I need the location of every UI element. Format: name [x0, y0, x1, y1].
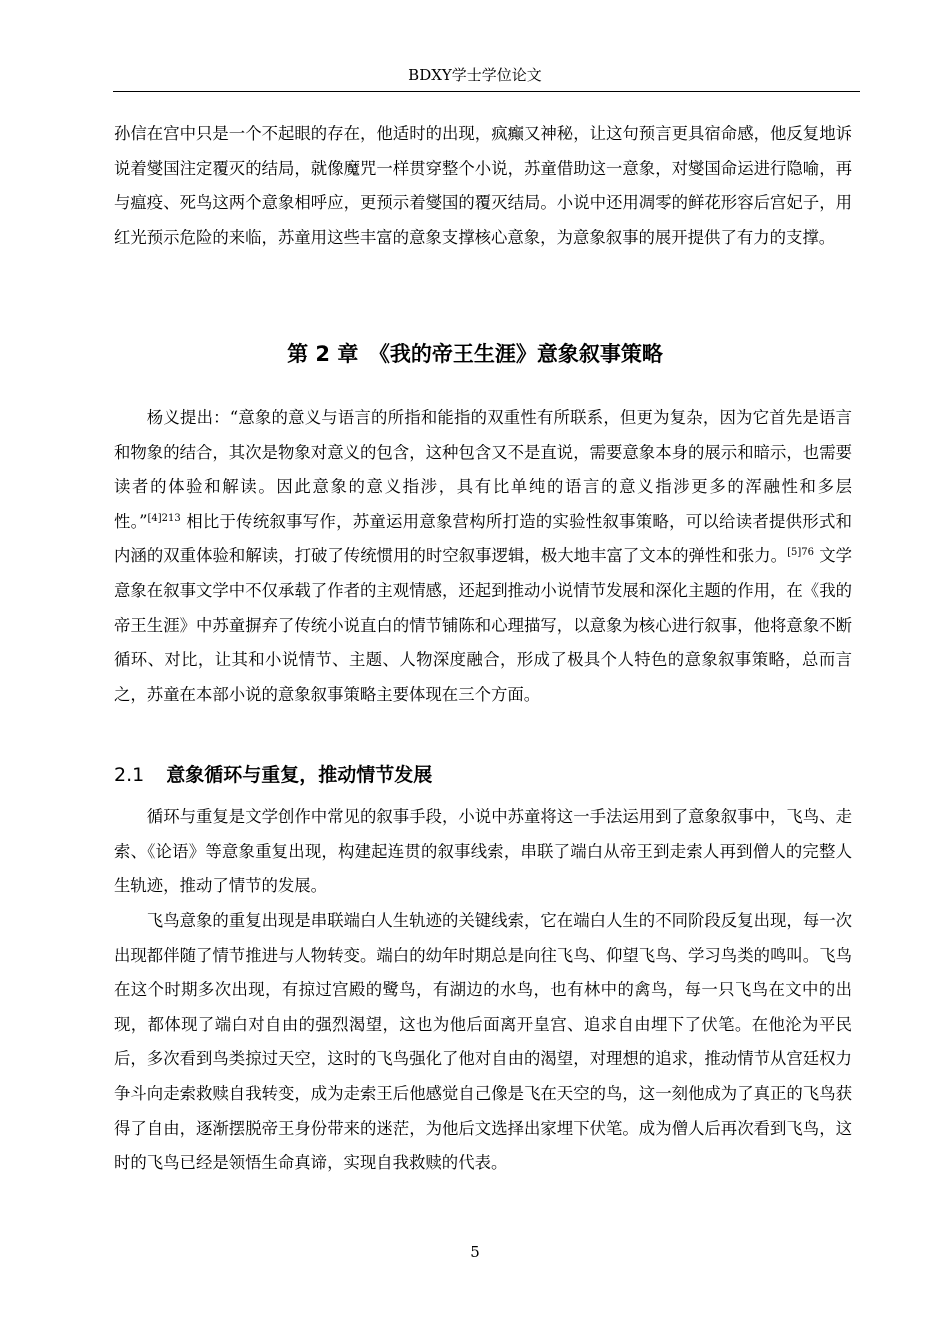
section-number: 2.1: [114, 764, 145, 786]
paragraph-continuation: 孙信在宫中只是一个不起眼的存在，他适时的出现，疯癫又神秘，让这句预言更具宿命感，他反复地诉说着燮国注定覆灭的结局，就像魔咒一样贯穿整个小说，苏童借助这一意象，对燮国命运进行隐喻，再与瘟疫、死鸟这两个意象相呼应，更预示着燮国的覆灭结局。小说中还用凋零的鲜花形容后宫妃子，用红光预示危险的来临，苏童用这些丰富的意象支撑核心意象，为意象叙事的展开提供了有力的支撑。: [114, 124, 852, 247]
citation-ref-1: [4]213: [147, 512, 181, 524]
intro-text-b: 相比于传统叙事写作，苏童运用意象营构所打造的实验性叙事策略，可以给读者提供形式和内涵的双重体验和解读，打破了传统惯用的时空叙事逻辑，极大地丰富了文本的弹性和张力。: [114, 511, 852, 566]
running-header: BDXY学士学位论文: [408, 66, 542, 84]
section-title: 意象循环与重复，推动情节发展: [166, 764, 433, 786]
citation-ref-2: [5]76: [787, 547, 814, 559]
page-number: 5: [470, 1243, 480, 1261]
paragraph-chapter-intro: [114, 401, 852, 712]
intro-text-a: 杨义提出：“意象的意义与语言的所指和能指的双重性有所联系，但更为复杂，因为它首先是语言和物象的结合，其次是物象对意义的包含，这种包含又不是直说，需要意象本身的展示和暗示，也需要读者的体验和解读。因此意象的意义指涉，具有比单纯的语言的意义指涉更多的浑融性和多层性。”: [114, 408, 852, 531]
section-heading: [114, 758, 432, 792]
paragraph-bird-imagery: 飞鸟意象的重复出现是串联端白人生轨迹的关键线索，它在端白人生的不同阶段反复出现，每一次出现都伴随了情节推进与人物转变。端白的幼年时期总是向往飞鸟、仰望飞鸟、学习鸟类的鸣叫。飞鸟在这个时期多次出现，有掠过宫殿的鹭鸟，有湖边的水鸟，也有林中的禽鸟，每一只飞鸟在文中的出现，都体现了端白对自由的强烈渴望，这也为他后面离开皇宫、追求自由埋下了伏笔。在他沦为平民后，多次看到鸟类掠过天空，这时的飞鸟强化了他对自由的渴望，对理想的追求，推动情节从宫廷权力争斗向走索救赎自我转变，成为走索王后他感觉自己像是飞在天空的鸟，这一刻他成为了真正的飞鸟获得了自由，逐渐摆脱帝王身份带来的迷茫，为他后文选择出家埋下伏笔。成为僧人后再次看到飞鸟，这时的飞鸟已经是领悟生命真谛，实现自我救赎的代表。: [114, 911, 852, 1173]
paragraph-section-intro: 循环与重复是文学创作中常见的叙事手段，小说中苏童将这一手法运用到了意象叙事中，飞鸟、走索、《论语》等意象重复出现，构建起连贯的叙事线索，串联了端白从帝王到走索人再到僧人的完整人生轨迹，推动了情节的发展。: [114, 807, 852, 896]
header-divider: [113, 91, 860, 92]
chapter-heading: 第 2 章 《我的帝王生涯》意象叙事策略: [287, 342, 663, 366]
intro-text-c: 文学意象在叙事文学中不仅承载了作者的主观情感，还起到推动小说情节发展和深化主题的作用，在《我的帝王生涯》中苏童摒弃了传统小说直白的情节铺陈和心理描写，以意象为核心进行叙事，他将意象不断循环、对比，让其和小说情节、主题、人物深度融合，形成了极具个人特色的意象叙事策略，总而言之，苏童在本部小说的意象叙事策略主要体现在三个方面。: [114, 546, 852, 704]
